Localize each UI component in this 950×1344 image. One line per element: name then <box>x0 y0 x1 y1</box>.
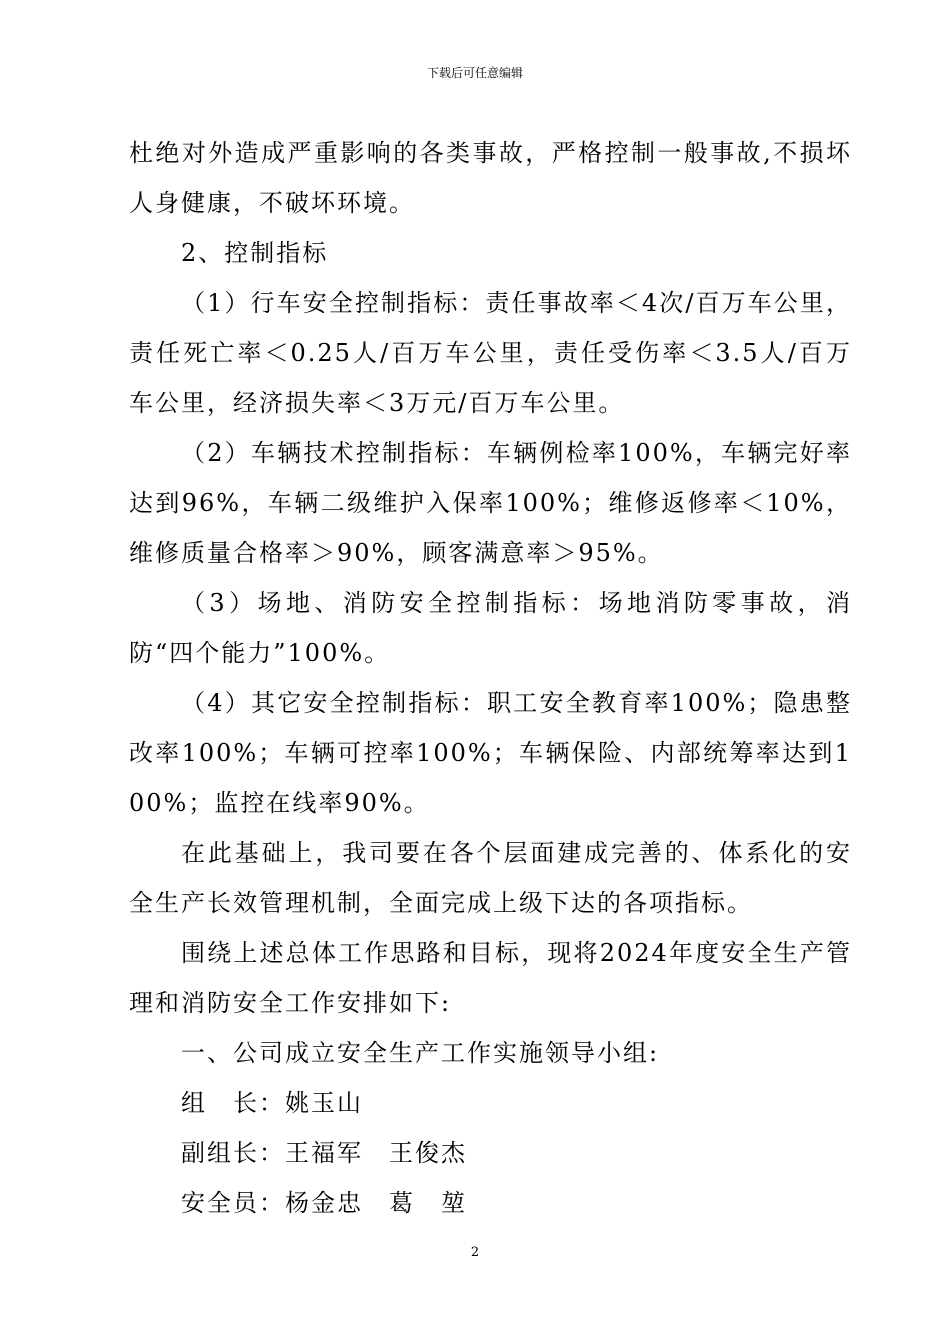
page-header: 下载后可任意编辑 <box>426 66 523 80</box>
paragraph-long-term-mechanism: 在此基础上，我司要在各个层面建成完善的、体系化的安全生产长效管理机制，全面完成上级下达的各项指标。 <box>129 839 852 917</box>
paragraph-continuation: 杜绝对外造成严重影响的各类事故，严格控制一般事故,不损坏人身健康，不破坏环境。 <box>129 139 852 217</box>
safety-officer-line: 安全员：杨金忠 葛 堃 <box>181 1189 467 1217</box>
paragraph-work-arrangement: 围绕上述总体工作思路和目标，现将2024年度安全生产管理和消防安全工作安排如下: <box>129 939 852 1017</box>
page-number: 2 <box>470 1245 480 1260</box>
paragraph-vehicle-technical: （2）车辆技术控制指标：车辆例检率100%，车辆完好率达到96%，车辆二级维护入保率100%；维修返修率＜10%，维修质量合格率＞90%，顾客满意率＞95%。 <box>129 439 852 567</box>
leader-line: 组 长：姚玉山 <box>181 1089 363 1117</box>
section-heading-leadership-group: 一、公司成立安全生产工作实施领导小组: <box>181 1039 660 1067</box>
section-heading-control-indicators: 2、控制指标 <box>181 239 329 267</box>
paragraph-other-safety: （4）其它安全控制指标：职工安全教育率100%；隐患整改率100%；车辆可控率100%；车辆保险、内部统筹率达到100%；监控在线率90%。 <box>129 689 852 817</box>
deputy-leader-line: 副组长：王福军 王俊杰 <box>181 1139 467 1167</box>
paragraph-site-fire-safety: （3）场地、消防安全控制指标：场地消防零事故，消防“四个能力”100%。 <box>129 589 852 667</box>
paragraph-driving-safety: （1）行车安全控制指标：责任事故率＜4次/百万车公里，责任死亡率＜0.25人/百万车公里，责任受伤率＜3.5人/百万车公里，经济损失率＜3万元/百万车公里。 <box>129 289 852 417</box>
document-body <box>129 128 852 1228</box>
